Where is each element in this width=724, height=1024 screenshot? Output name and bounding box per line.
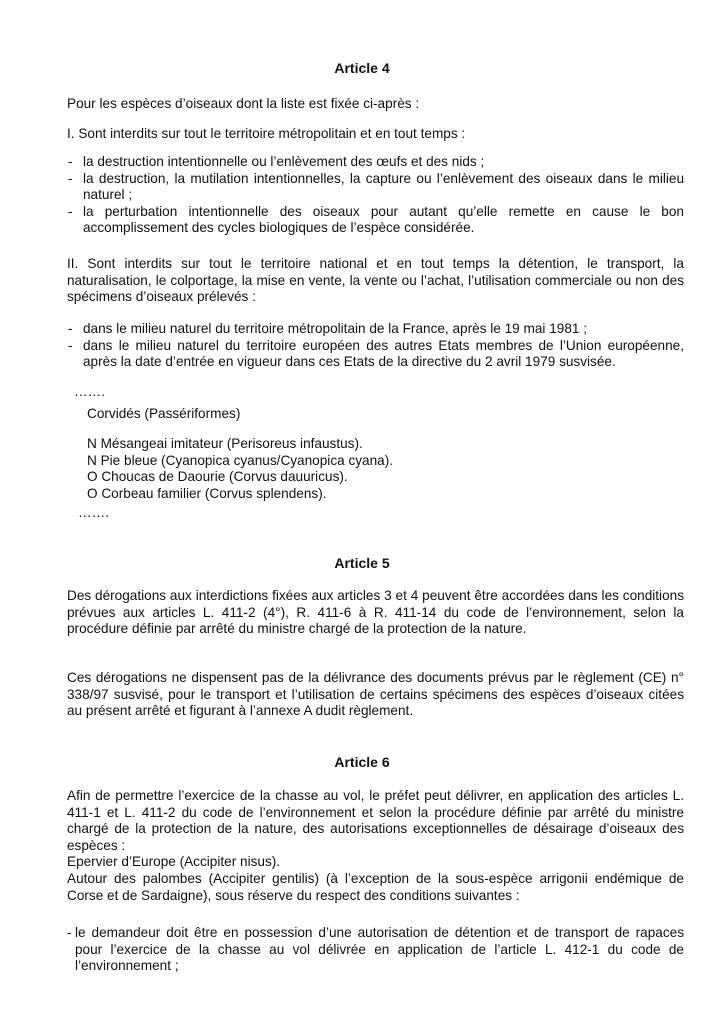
- section-1-heading: I. Sont interdits sur tout le territoire métropolitain et en tout temps :: [67, 126, 466, 141]
- section-1-list: [67, 154, 684, 237]
- article-6-paragraph: Afin de permettre l’exercice de la chasse au vol, le préfet peut délivrer, en application des articles L. 411-1 et L. 411-2 du code de l’environnement et selon la procédure définie par arrêté du ministre chargé de la protection de la nature, des autorisations exceptionnelles de désairage d’oiseaux des espèces :: [67, 788, 684, 853]
- list-item: - la perturbation intentionnelle des oiseaux pour autant qu’elle remette en cause le bon accomplissement des cycles biologiques de l’espèce considérée.: [67, 204, 684, 237]
- list-item: - la destruction intentionnelle ou l’enlèvement des œufs et des nids ;: [67, 154, 684, 171]
- species-item: N Mésangeai imitateur (Perisoreus infaustus).: [87, 436, 363, 451]
- species-item: O Corbeau familier (Corvus splendens).: [87, 485, 327, 501]
- species-item: N Pie bleue (Cyanopica cyanus/Cyanopica cyana).: [87, 452, 394, 468]
- article-6-species-line: Epervier d’Europe (Accipiter nisus).: [67, 854, 281, 869]
- list-item: - dans le milieu naturel du territoire européen des autres Etats membres de l’Union européenne, après la date d’entrée en vigueur dans ces Etats de la directive du 2 avril 1979 susvisée.: [67, 338, 684, 371]
- ellipsis-top: …….: [74, 384, 105, 399]
- article-6-title: Article 6: [334, 754, 390, 770]
- list-item: - la destruction, la mutilation intentionnelles, la capture ou l’enlèvement des oiseaux dans le milieu naturel ;: [67, 171, 684, 204]
- section-2-heading: II. Sont interdits sur tout le territoire national et en tout temps la détention, le transport, la naturalisation, le colportage, la mise en vente, la vente ou l’achat, l’utilisation commerciale ou non des spécimens d’oiseaux prélevés :: [67, 256, 684, 305]
- section-2-list: [67, 321, 684, 371]
- list-item: - dans le milieu naturel du territoire métropolitain de la France, après le 19 mai 1981 ;: [67, 321, 684, 338]
- ellipsis-bottom: …….: [78, 505, 109, 520]
- article-5-paragraph: Des dérogations aux interdictions fixées aux articles 3 et 4 peuvent être accordées dans les conditions prévues aux articles L. 411-2 (4°), R. 411-6 à R. 411-14 du code de l’environnement, selon la procédure définie par arrêté du ministre chargé de la protection de la nature.: [67, 588, 684, 637]
- family-name: Corvidés (Passériformes): [87, 406, 241, 421]
- species-item: O Choucas de Daourie (Corvus dauuricus).: [87, 469, 348, 485]
- list-item: - le demandeur doit être en possession d’une autorisation de détention et de transport de rapaces pour l’exercice de la chasse au vol délivrée en application de l’article L. 412-1 du code de l’environnement ;: [67, 925, 684, 975]
- article-6-species-line: Autour des palombes (Accipiter gentilis) (à l’exception de la sous-espèce arrigonii endémique de Corse et de Sardaigne), sous réserve du respect des conditions suivantes :: [67, 871, 684, 903]
- article-5-title: Article 5: [334, 555, 390, 571]
- article-4-title: Article 4: [334, 60, 390, 76]
- species-list: [87, 436, 587, 502]
- article-4-intro: Pour les espèces d’oiseaux dont la liste est fixée ci-après :: [67, 96, 420, 111]
- article-5-paragraph: Ces dérogations ne dispensent pas de la délivrance des documents prévus par le règlement (CE) n° 338/97 susvisé, pour le transport et l’utilisation de certains spécimens des espèces d’oiseaux citées au présent arrêté et figurant à l’annexe A dudit règlement.: [67, 670, 684, 719]
- article-6-list: [67, 925, 684, 975]
